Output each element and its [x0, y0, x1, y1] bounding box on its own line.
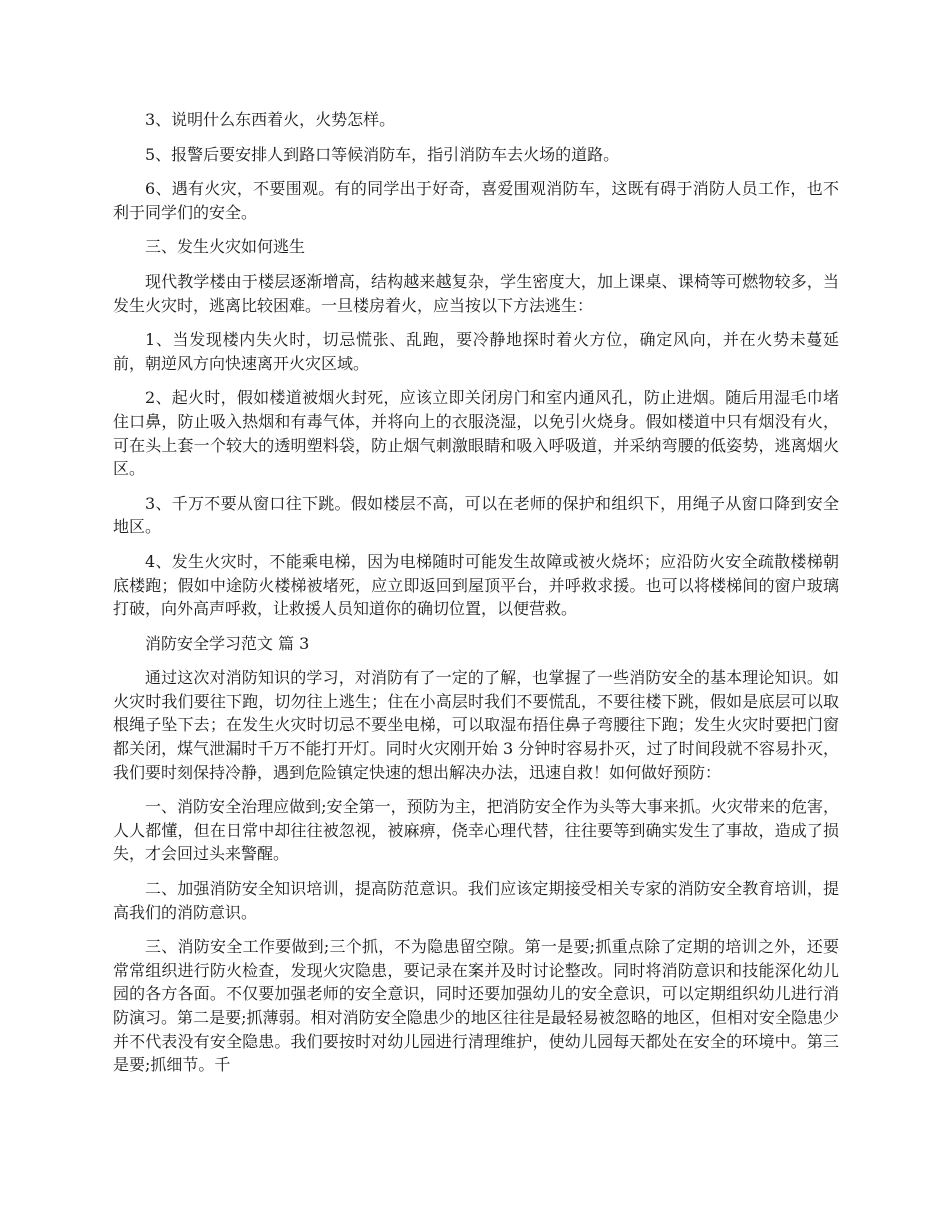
paragraph-escape-step-3: 3、千万不要从窗口往下跳。假如楼层不高，可以在老师的保护和组织下，用绳子从窗口降到安全地区。 — [113, 493, 839, 537]
paragraph-escape-intro: 现代教学楼由于楼层逐渐增高，结构越来越复杂，学生密度大，加上课桌、课椅等可燃物较多，当发生火灾时，逃离比较困难。一旦楼房着火，应当按以下方法逃生： — [113, 271, 839, 315]
paragraph-guide-fire-truck: 5、报警后要安排人到路口等候消防车，指引消防车去火场的道路。 — [145, 144, 620, 164]
paragraph-escape-step-1: 1、当发现楼内失火时，切忌慌张、乱跑，要冷静地探时着火方位，确定风向，并在火势未蔓延前，朝逆风方向快速离开火灾区域。 — [113, 330, 839, 373]
paragraph-prevention-1: 一、消防安全治理应做到;安全第一，预防为主，把消防安全作为头等大事来抓。火灾带来的危害，人人都懂，但在日常中却往往被忽视，被麻痹，侥幸心理代替，往往要等到确实发生了事故，造成了损失，才会回过头来警醒。 — [113, 797, 839, 864]
paragraph-prevention-3: 三、消防安全工作要做到;三个抓，不为隐患留空隙。第一是要;抓重点除了定期的培训之外，还要常常组织进行防火检查，发现火灾隐患，要记录在案并及时讨论整改。同时将消防意识和技能深化幼儿园的各方各面。不仅要加强老师的安全意识，同时还要加强幼儿的安全意识，可以定期组织幼儿进行消防演习。第二是要;抓薄弱。相对消防安全隐患少的地区往往是最轻易被忽略的地区，但相对安全隐患少并不代表没有安全隐患。我们要按时对幼儿园进行清理维护，使幼儿园每天都处在安全的环境中。第三是要;抓细节。千 — [113, 937, 839, 1075]
section-heading-escape: 三、发生火灾如何逃生 — [145, 237, 306, 257]
paragraph-escape-step-4: 4、发生火灾时，不能乘电梯，因为电梯随时可能发生故障或被火烧坏；应沿防火安全疏散楼梯朝底楼跑；假如中途防火楼梯被堵死，应立即返回到屋顶平台，并呼救求援。也可以将楼梯间的窗户玻璃打破，向外高声呼救，让救援人员知道你的确切位置，以便营救。 — [113, 551, 839, 619]
document-page — [113, 108, 839, 1088]
paragraph-prevention-2: 二、加强消防安全知识培训，提高防范意识。我们应该定期接受相关专家的消防安全教育培训，提高我们的消防意识。 — [113, 879, 839, 922]
paragraph-fire-description: 3、说明什么东西着火，火势怎样。 — [145, 110, 396, 129]
paragraph-no-crowding: 6、遇有火灾，不要围观。有的同学出于好奇，喜爱围观消防车，这既有碍于消防人员工作，也不利于同学们的安全。 — [113, 179, 839, 222]
paragraph-study-summary: 通过这次对消防知识的学习，对消防有了一定的了解，也掌握了一些消防安全的基本理论知识。如火灾时我们要往下跑，切勿往上逃生；住在小高层时我们不要慌乱，不要往楼下跳，假如是底层可以取根绳子坠下去；在发生火灾时切忌不要坐电梯，可以取湿布捂住鼻子弯腰往下跑；发生火灾时要把门窗都关闭，煤气泄漏时千万不能打开灯。同时火灾刚开始 3 分钟时容易扑灭，过了时间段就不容易扑灭，我们要时刻保持冷静，遇到危险镇定快速的想出解决办法，迅速自救！如何做好预防： — [113, 668, 839, 782]
article-heading-part-3: 消防安全学习范文 篇 3 — [145, 633, 310, 653]
paragraph-escape-step-2: 2、起火时，假如楼道被烟火封死，应该立即关闭房门和室内通风孔，防止进烟。随后用湿毛巾堵住口鼻，防止吸入热烟和有毒气体，并将向上的衣服浇湿，以免引火烧身。假如楼道中只有烟没有火，可在头上套一个较大的透明塑料袋，防止烟气刺激眼睛和吸入呼吸道，并采纳弯腰的低姿势，逃离烟火区。 — [113, 388, 839, 479]
